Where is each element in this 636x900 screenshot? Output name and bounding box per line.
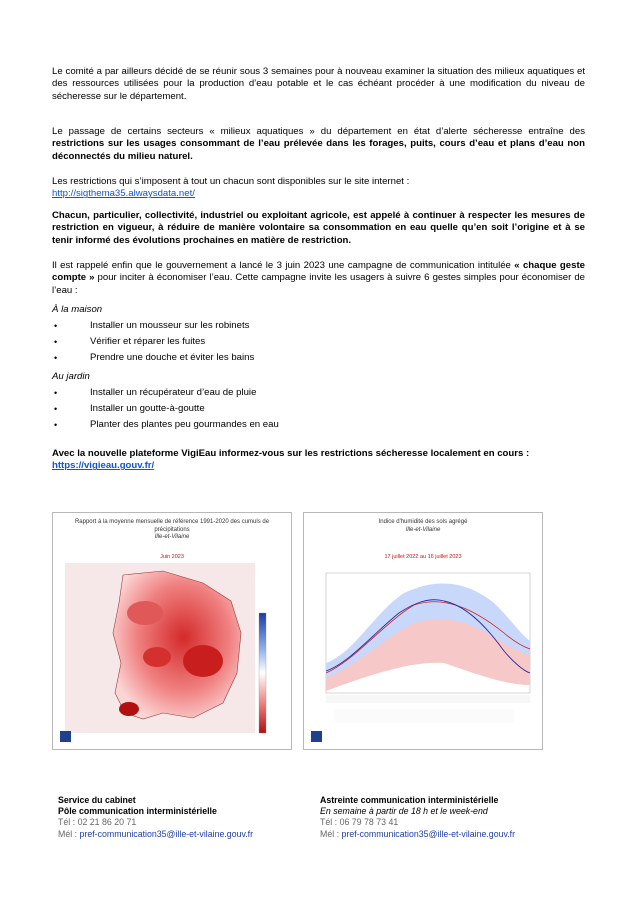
footer-left-email-link[interactable]: pref-communication35@ille-et-vilaine.gouv.fr <box>79 828 254 839</box>
footer-right-contact <box>320 795 515 840</box>
footer-right-phone: Tél : 06 79 78 73 41 <box>320 817 399 828</box>
footer-left-pole: Pôle communication interministérielle <box>58 806 217 817</box>
map-period: Juin 2023 <box>160 554 184 560</box>
footer-left-email: Mél : pref-communication35@ille-et-vilaine.gouv.fr <box>58 828 254 839</box>
footer-left-phone: Tél : 02 21 86 20 71 <box>58 817 137 828</box>
vigieau-text: Avec la nouvelle plateforme VigiEau informez-vous sur les restrictions sécheresse localement en cours : <box>52 448 530 459</box>
bullet-icon: • <box>54 420 58 430</box>
soil-humidity-figure <box>303 512 543 750</box>
chart-title: Indice d'humidité des sols agrégé Ille-et-Vilaine <box>378 519 468 533</box>
precip-cell <box>143 647 171 667</box>
list-item: • Installer un mousseur sur les robinets <box>54 320 250 331</box>
footer-right-title: Astreinte communication interministérielle <box>320 795 499 805</box>
precip-cell <box>127 601 163 625</box>
bullet-icon: • <box>54 404 58 414</box>
precip-cell <box>119 702 139 716</box>
map-region: Ille-et-Vilaine <box>154 534 190 540</box>
precip-cell <box>183 645 223 677</box>
precipitation-map <box>53 513 291 749</box>
x-axis-labels <box>326 695 530 703</box>
campaign-name: « chaque geste compte » <box>52 260 585 284</box>
campaign-text-a: Il est rappelé enfin que le gouvernement a lancé le 3 juin 2023 une campagne de communication intitulée <box>52 260 515 271</box>
sigthema-link[interactable]: http://sigthema35.alwaysdata.net/ <box>52 188 195 200</box>
meteo-france-logo <box>60 731 71 742</box>
color-scale-bar <box>259 613 266 733</box>
paragraph-alert-bold: restrictions sur les usages consommant de l’eau prélevée dans les forages, puits, cours d’eau et plans d’eau non déconnectés du milieu naturel. <box>52 138 585 162</box>
list-item: • Installer un récupérateur d’eau de pluie <box>54 387 257 398</box>
vigieau-paragraph <box>52 448 585 473</box>
section-home-title: À la maison <box>52 304 103 315</box>
bullet-icon: • <box>54 388 58 398</box>
map-title: Rapport à la moyenne mensuelle de référence 1991-2020 des cumuls de précipitations Ille-et-Vilaine <box>74 519 270 540</box>
precipitation-map-figure <box>52 512 292 750</box>
chart-legend <box>334 709 514 723</box>
campaign-text-b: pour inciter à économiser l’eau. Cette campagne invite les usagers à suivre 6 gestes simples pour économiser de l’eau : <box>52 272 585 296</box>
paragraph-restrictions <box>52 176 585 201</box>
list-item: • Vérifier et réparer les fuites <box>54 336 206 347</box>
paragraph-alert-text: Le passage de certains secteurs « milieux aquatiques » du département en état d’alerte sécheresse entraîne des <box>52 126 585 137</box>
paragraph-campaign <box>52 260 585 297</box>
paragraph-alert <box>52 126 585 163</box>
footer-right-email: Mél : pref-communication35@ille-et-vilaine.gouv.fr <box>320 828 516 839</box>
paragraph-committee: Le comité a par ailleurs décidé de se réunir sous 3 semaines pour à nouveau examiner la situation des milieux aquatiques et des ressources utilisées pour la production d’eau potable et le cas échéant procéder à une modification du niveau de sécheresse sur le département. <box>52 66 585 102</box>
list-item: • Planter des plantes peu gourmandes en eau <box>54 419 279 430</box>
footer-right-hours: En semaine à partir de 18 h et le week-end <box>320 806 488 817</box>
chart-region: Ille-et-Vilaine <box>405 526 441 533</box>
bullet-icon: • <box>54 353 58 363</box>
list-item: • Prendre une douche et éviter les bains <box>54 352 255 363</box>
chart-period: 17 juillet 2022 au 16 juillet 2023 <box>384 554 462 560</box>
bullet-icon: • <box>54 321 58 331</box>
paragraph-call-to-action: Chacun, particulier, collectivité, industriel ou exploitant agricole, est appelé à continuer à respecter les mesures de restriction en vigueur, à réduire de manière volontaire sa consommation en eau quelle qu’en soit l’origine et à se tenir informé des évolutions prochaines en matière de restriction. <box>52 210 585 246</box>
vigieau-link[interactable]: https://vigieau.gouv.fr/ <box>52 460 155 472</box>
meteo-france-logo <box>311 731 322 742</box>
section-garden-title: Au jardin <box>52 371 90 382</box>
soil-humidity-chart <box>304 513 542 749</box>
list-item: • Installer un goutte-à-goutte <box>54 403 205 414</box>
footer-right-email-link[interactable]: pref-communication35@ille-et-vilaine.gouv.fr <box>341 828 516 839</box>
bullet-icon: • <box>54 337 58 347</box>
footer-left-service: Service du cabinet <box>58 795 136 805</box>
restrictions-text: Les restrictions qui s’imposent à tout un chacun sont disponibles sur le site internet : <box>52 176 410 187</box>
footer-left-contact <box>58 795 253 840</box>
